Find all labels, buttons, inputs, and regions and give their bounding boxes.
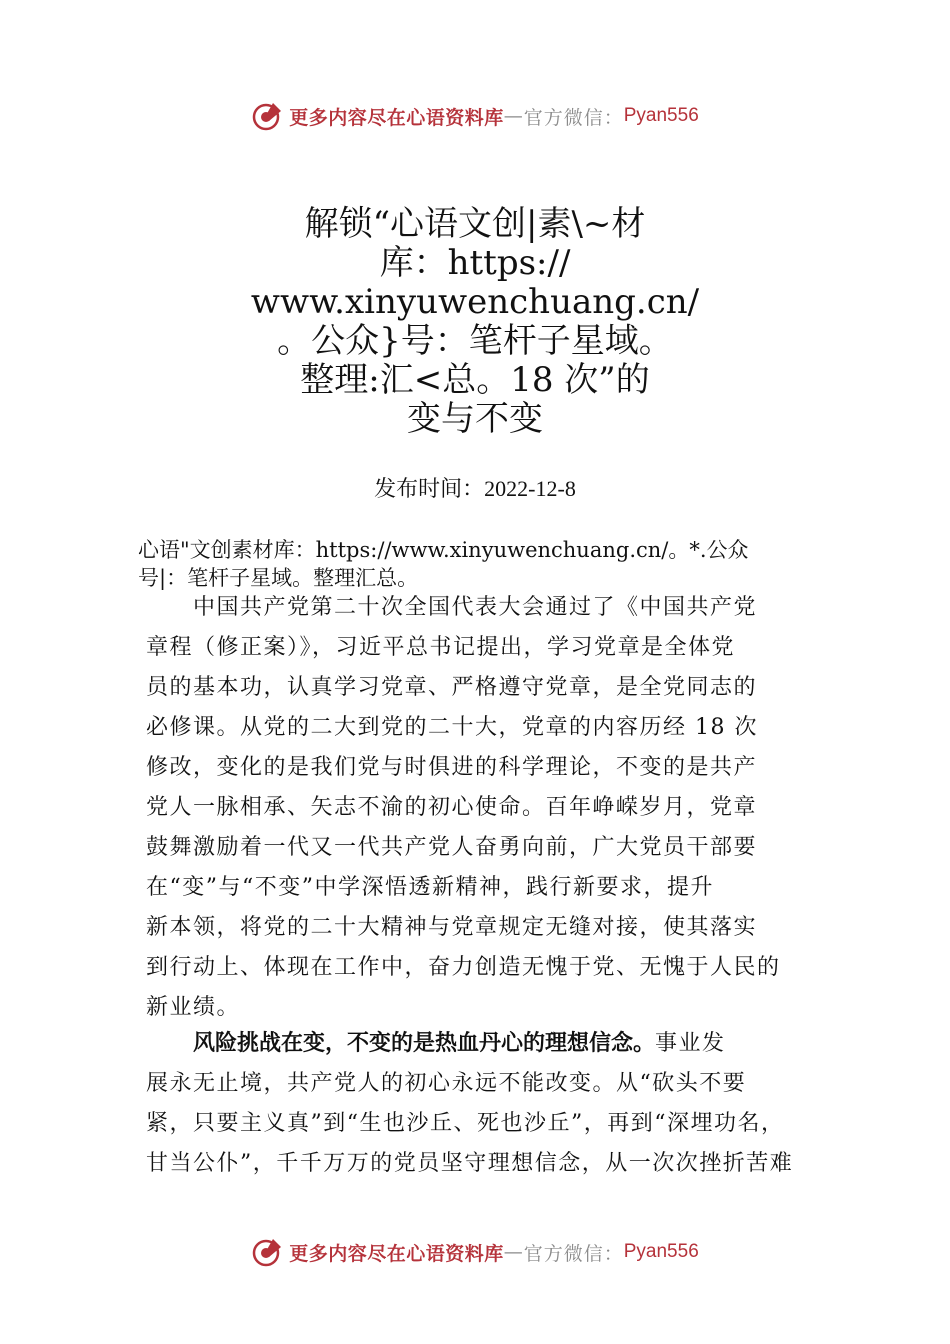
paragraph-line: 必修课。从党的二大到党的二十大，党章的内容历经 18 次 (146, 715, 758, 740)
paragraph-line: 修改，变化的是我们党与时俱进的科学理论，不变的是共产 (146, 755, 758, 780)
watermark-wechat-id: Pyan556 (623, 1241, 699, 1262)
paragraph-first-rest: 事业发 (655, 1031, 726, 1056)
paragraph-line: 在“变”与“不变”中学深悟透新精神，践行新要求，提升 (146, 875, 714, 900)
paragraph-line: 紧，只要主义真”到“生也沙丘、死也沙丘”，再到“深埋功名， (146, 1111, 785, 1136)
watermark-dash: — (503, 1241, 524, 1263)
pen-logo-icon (251, 1235, 285, 1269)
document-title (200, 205, 750, 439)
intro-line: 心语"文创素材库：https://www.xinyuwenchuang.cn/。*.公众 (138, 538, 749, 562)
paragraph-line: 到行动上、体现在工作中，奋力创造无愧于党、无愧于人民的 (146, 955, 781, 980)
pen-logo-icon (251, 99, 285, 133)
intro-text (138, 536, 838, 592)
paragraph-indent (146, 1031, 193, 1056)
paragraph-line: 员的基本功，认真学习党章、严格遵守党章，是全党同志的 (146, 675, 758, 700)
publish-label: 发布时间： (374, 477, 485, 502)
title-line: 变与不变 (407, 399, 543, 439)
paragraph-line: 中国共产党第二十次全国代表大会通过了《中国共产党 (146, 595, 758, 620)
title-line: 库：https:// (379, 243, 571, 283)
watermark-banner-bottom (0, 1232, 950, 1272)
intro-line: 号|：笔杆子星域。整理汇总。 (138, 566, 419, 590)
watermark-red-text: 更多内容尽在心语资料库 (289, 1242, 504, 1265)
watermark-banner-top (0, 96, 950, 136)
watermark-dash: — (503, 105, 524, 127)
paragraph-first-line (146, 1024, 826, 1064)
watermark-gray-text: 官方微信： (523, 106, 624, 129)
paragraph-line: 展永无止境，共产党人的初心永远不能改变。从“砍头不要 (146, 1071, 747, 1096)
title-line: www.xinyuwenchuang.cn/ (250, 282, 700, 322)
title-line: 。公众}号：笔杆子星域。 (277, 321, 673, 361)
paragraph-line: 章程（修正案）》，习近平总书记提出，学习党章是全体党 (146, 635, 736, 660)
watermark-wechat-id: Pyan556 (623, 105, 699, 126)
paragraph-line: 甘当公仆”，千千万万的党员坚守理想信念，从一次次挫折苦难 (146, 1151, 794, 1176)
paragraph-line: 新业绩。 (146, 995, 241, 1020)
paragraph-line: 党人一脉相承、矢志不渝的初心使命。百年峥嵘岁月，党章 (146, 795, 758, 820)
publish-date-value: 2022-12-8 (484, 476, 576, 501)
publish-date (0, 472, 950, 503)
watermark-gray-text: 官方微信： (523, 1242, 624, 1265)
watermark-red-text: 更多内容尽在心语资料库 (289, 106, 504, 129)
paragraph-bold-lead: 风险挑战在变，不变的是热血丹心的理想信念。 (193, 1031, 656, 1056)
paragraph-2 (146, 1024, 826, 1184)
title-line: 解锁“心语文创|素\~材 (304, 204, 646, 244)
paragraph-1 (146, 588, 826, 1028)
paragraph-line: 鼓舞激励着一代又一代共产党人奋勇向前，广大党员干部要 (146, 835, 758, 860)
paragraph-line: 新本领，将党的二十大精神与党章规定无缝对接，使其落实 (146, 915, 758, 940)
title-line: 整理:汇<总。18 次”的 (300, 360, 650, 400)
